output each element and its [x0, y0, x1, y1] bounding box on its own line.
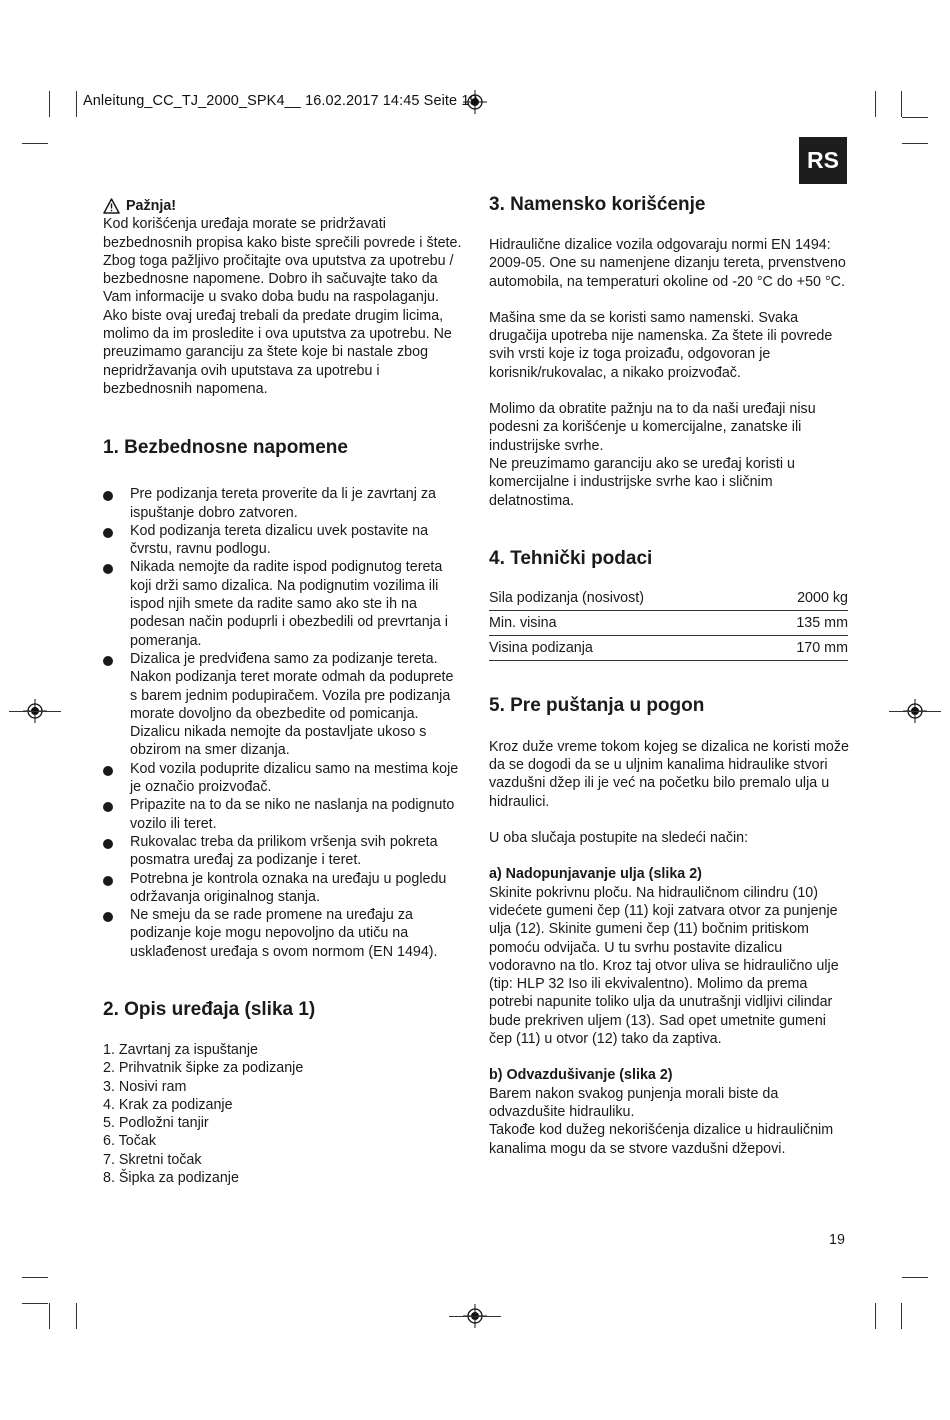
section-heading: 4. Tehnički podaci [489, 547, 653, 569]
crop-mark [875, 91, 876, 117]
list-item: 8. Šipka za podizanje [103, 1170, 239, 1187]
spec-value: 2000 kg [758, 589, 848, 611]
list-item: Potrebna je kontrola oznaka na uređaju u pogledu održavanja originalnog stanja. [103, 870, 463, 907]
warning-triangle-icon [103, 198, 120, 214]
paragraph: Kroz duže vreme tokom kojeg se dizalica ne koristi može da se dogodi da se u uljnim kanalima hidraulike stvori vazdušni džep ili je već na početku bilo premalo ulja u hidraulici. [489, 738, 849, 810]
section-heading: 1. Bezbednosne napomene [103, 437, 348, 459]
list-item: Pre podizanja tereta proverite da li je zavrtanj za ispuštanje dobro zatvoren. [103, 485, 463, 522]
bullet-icon [103, 564, 113, 574]
list-item: 4. Krak za podizanje [103, 1096, 233, 1113]
bullet-icon [103, 876, 113, 886]
crop-mark [49, 91, 50, 117]
page-number: 19 [829, 1232, 845, 1248]
left-column [103, 197, 463, 1187]
section-heading: 2. Opis uređaja (slika 1) [103, 998, 316, 1020]
spec-label: Sila podizanja (nosivost) [489, 589, 758, 611]
crop-mark [901, 91, 902, 117]
table-row [489, 635, 848, 660]
paragraph: Hidraulične dizalice vozila odgovaraju normi EN 1494: 2009-05. One su namenjene dizanju tereta, prvenstveno automobila, na temperaturi okoline od -20 °C do +50 °C. [489, 237, 846, 290]
bullet-icon [103, 491, 113, 501]
bullet-icon [103, 912, 113, 922]
crop-mark [76, 91, 77, 117]
list-item: Nikada nemojte da radite ispod podignutog tereta koji drži samo dizalica. Na podignutim vozilima ili ispod njih smete da radite samo ako ste ih na podesan način poduprli i obezbedili od prevrtanja i pomeranja. [103, 558, 463, 649]
list-item: Dizalica je predviđena samo za podizanje tereta. Nakon podizanja teret morate odmah da poduprete s barem jednim podupiračem. Vozila pre podizanja morate dovoljno da obezbedite od pomicanja. Dizalicu nikada nemojte da postavljate ukoso s obzirom na smer dizanja. [103, 650, 463, 760]
paragraph: Takođe kod dužeg nekorišćenja dizalice u hidrauličnim kanalima mogu da se stvore vazdušni džepovi. [489, 1122, 834, 1157]
table-row [489, 589, 848, 611]
list-item: Pripazite na to da se niko ne naslanja na podignuto vozilo ili teret. [103, 796, 463, 833]
section-heading: 3. Namensko korišćenje [489, 194, 706, 215]
list-item: Ne smeju da se rade promene na uređaju za podizanje koje mogu nepovoljno da utiču na usklađenost uređaja s ovom normom (EN 1494). [103, 906, 463, 961]
list-item: 2. Prihvatnik šipke za podizanje [103, 1060, 304, 1077]
registration-line [889, 711, 941, 712]
list-item: 7. Skretni točak [103, 1151, 202, 1168]
subheading: a) Nadopunjavanje ulja (slika 2) [489, 866, 702, 883]
paragraph: Skinite pokrivnu ploču. Na hidrauličnom cilindru (10) videćete gumeni čep (11) koji zatvara otvor za punjenje ulja (12). Skinite gumeni čep (11) bočnim pritiskom pomoću odvijača. U tu svrhu postavite dizalicu vodoravno na tlo. Kroz taj otvor uliva se hidraulično ulje (tip: HLP 32 Iso ili ekvivalentno). Molimo da prema potrebi napunite toliko ulja da unutrašnji vidljivi cilindar bude prekriven uljem (13). Sad opet umetnite gumeni čep (11) u otvor (12) tako da zaptiva. [489, 884, 839, 1048]
spec-table [489, 589, 848, 661]
warning-text: Kod korišćenja uređaja morate se pridržavati bezbednosnih propisa kako biste sprečili povrede i štete. Zbog toga pažljivo pročitajte ova uputstva za upotrebu / bezbednosne napomene. Dobro ih sačuvajte tako da Vam informacije u svako doba budu na raspolaganju. Ako biste ovaj uređaj trebali da predate drugim licima, molimo da im prosledite i ova uputstva za upotrebu. Ne preuzimamo garanciju za štete koje bi nastale zbog nepridržavanja ovih uputstava za upotrebu i bezbednosnih napomena. [103, 216, 462, 397]
section-heading: 5. Pre puštanja u pogon [489, 694, 705, 716]
crop-mark [22, 143, 48, 144]
crop-mark [76, 1303, 77, 1329]
bullet-icon [103, 528, 113, 538]
spec-value: 170 mm [758, 635, 848, 660]
list-item: 6. Točak [103, 1133, 156, 1150]
bullet-icon [103, 839, 113, 849]
list-item: 3. Nosivi ram [103, 1078, 187, 1095]
list-item: 5. Podložni tanjir [103, 1115, 209, 1132]
bullet-icon [103, 802, 113, 812]
bullet-icon [103, 766, 113, 776]
language-badge: RS [799, 137, 847, 184]
crop-mark [901, 1303, 902, 1329]
crop-mark [902, 143, 928, 144]
spec-value: 135 mm [758, 610, 848, 635]
spec-label: Min. visina [489, 610, 758, 635]
safety-list [103, 485, 463, 961]
paragraph: Ne preuzimamo garanciju ako se uređaj koristi u komercijalne i industrijske svrhe kao i sličnim delatnostima. [489, 455, 795, 509]
list-item: 1. Zavrtanj za ispuštanje [103, 1041, 258, 1058]
list-item: Kod podizanja tereta dizalicu uvek postavite na čvrstu, ravnu podlogu. [103, 522, 463, 559]
paragraph: Mašina sme da se koristi samo namenski. Svaka drugačija upotreba nije namenska. Za štete ili povrede svih vrsti koje iz toga proizađu, odgovoran je korisnik/rukovalac, a nikako proizvođač. [489, 309, 833, 381]
list-item: Rukovalac treba da prilikom vršenja svih pokreta posmatra uređaj za podizanje i teret. [103, 833, 463, 870]
table-row [489, 610, 848, 635]
crop-mark [49, 1303, 50, 1329]
subheading: b) Odvazdušivanje (slika 2) [489, 1067, 673, 1084]
warning-title: Pažnja! [126, 198, 177, 214]
paragraph: U oba slučaja postupite na sledeći način: [489, 830, 749, 847]
paragraph: Barem nakon svakog punjenja morali biste da odvazdušite hidrauliku. [489, 1085, 779, 1120]
crop-mark [22, 1303, 48, 1304]
spec-label: Visina podizanja [489, 635, 758, 660]
registration-line [449, 1316, 501, 1317]
paragraph: Molimo da obratite pažnju na to da naši uređaji nisu podesni za korišćenje u komercijalne, zanatske ili industrijske svrhe. [489, 401, 816, 454]
bullet-icon [103, 656, 113, 666]
list-item: Kod vozila poduprite dizalicu samo na mestima koje je označio proizvođač. [103, 760, 463, 797]
crop-mark [902, 1277, 928, 1278]
registration-line [9, 711, 61, 712]
crop-mark [902, 117, 928, 118]
crop-mark [875, 1303, 876, 1329]
print-slug: Anleitung_CC_TJ_2000_SPK4__ 16.02.2017 14:45 Seite 19 [83, 93, 478, 109]
warning-heading [103, 197, 463, 215]
right-column [489, 193, 849, 1158]
crop-mark [22, 1277, 48, 1278]
parts-list [103, 1041, 463, 1187]
